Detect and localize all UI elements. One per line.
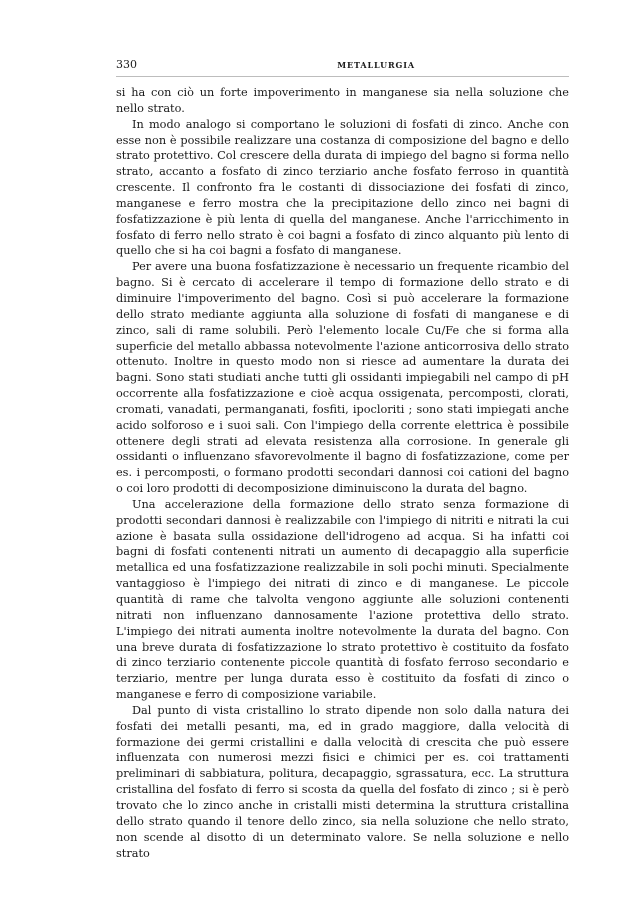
running-title: METALLURGIA bbox=[337, 60, 415, 70]
paragraph-zinc-phosphates: In modo analogo si comportano le soluzioni di fosfati di zinco. Anche con esse non è possibile realizzare una costanza di composizione del bagno e dello strato protettivo. Col crescere della durata di impiego del bagno si forma nello strato, accanto a fosfato di zinco terziario anche fosfato ferroso in quantità crescente. Il confronto fra le costanti di dissociazione dei fosfati di zinco, manganese e ferro mostra che la precipitazione dello zinco nei bagni di fosfatizzazione è più lenta di quella del manganese. Anche l'arricchimento in fosfato di ferro nello strato è coi bagni a fosfato di zinco alquanto più lento di quello che si ha coi bagni a fosfato di manganese. bbox=[116, 117, 569, 258]
page-number: 330 bbox=[116, 58, 137, 71]
paragraph-continuation: si ha con ciò un forte impoverimento in manganese sia nella soluzione che nello strato. bbox=[116, 86, 569, 115]
document-page bbox=[116, 58, 569, 861]
page-header bbox=[116, 58, 569, 77]
paragraph-crystalline-structure: Dal punto di vista cristallino lo strato dipende non solo dalla natura dei fosfati dei metalli pesanti, ma, ed in grado maggiore, dalla velocità di formazione dei germi cristallini e dalla velocità di crescita che può essere influenzata con numerosi mezzi fisici e chimici per es. coi trattamenti preliminari di sabbiatura, politura, decapaggio, sgrassatura, ecc. La struttura cristallina del fosfato di ferro si scosta da quella del fosfato di zinco ; si è però trovato che lo zinco anche in cristalli misti determina la struttura cristallina dello strato quando il tenore dello zinco, sia nella soluzione che nello strato, non scende al disotto di un determinato valore. Se nella soluzione e nello strato bbox=[116, 703, 569, 860]
paragraph-nitrate-acceleration: Una accelerazione della formazione dello strato senza formazione di prodotti secondari dannosi è realizzabile con l'impiego di nitriti e nitrati la cui azione è basata sulla ossidazione dell'idrogeno ad acqua. Si ha infatti coi bagni di fosfati contenenti nitrati un aumento di decapaggio alla superficie metallica ed una fosfatizzazione realizzabile in soli pochi minuti. Specialmente vantaggioso è l'impiego dei nitrati di zinco e di manganese. Le piccole quantità di rame che talvolta vengono aggiunte alle soluzioni contenenti nitrati non influenzano dannosamente l'azione protettiva dello strato. L'impiego dei nitrati aumenta inoltre notevolmente la durata del bagno. Con una breve durata di fosfatizzazione lo strato protettivo è costituito da fosfato di zinco terziario contenente piccole quantità di fosfato ferroso secondario e terziario, mentre per lunga durata esso è costituito da fosfati di zinco o manganese e ferro di composizione variabile. bbox=[116, 497, 569, 702]
paragraph-bath-renewal: Per avere una buona fosfatizzazione è necessario un frequente ricambio del bagno. Si è cercato di accelerare il tempo di formazione dello strato e di diminuire l'impoverimento del bagno. Così si può accelerare la formazione dello strato mediante aggiunta alla soluzione di fosfati di manganese e di zinco, sali di rame solubili. Però l'elemento locale Cu/Fe che si forma alla superficie del metallo abbassa notevolmente l'azione anticorrosiva dello strato ottenuto. Inoltre in questo modo non si riesce ad aumentare la durata dei bagni. Sono stati studiati anche tutti gli ossidanti impiegabili nel campo di pH occorrente alla fosfatizzazione e cioè acqua ossigenata, percomposti, clorati, cromati, vanadati, permanganati, fosfiti, ipocloriti ; sono stati impiegati anche acido solforoso e i suoi sali. Con l'impiego della corrente elettrica è possibile ottenere degli strati ad elevata resistenza alla corrosione. In generale gli ossidanti o influenzano sfavorevolmente il bagno di fosfatizzazione, come per es. i percomposti, o formano prodotti secondari dannosi coi cationi del bagno o coi loro prodotti di decomposizione diminuiscono la durata del bagno. bbox=[116, 260, 569, 496]
